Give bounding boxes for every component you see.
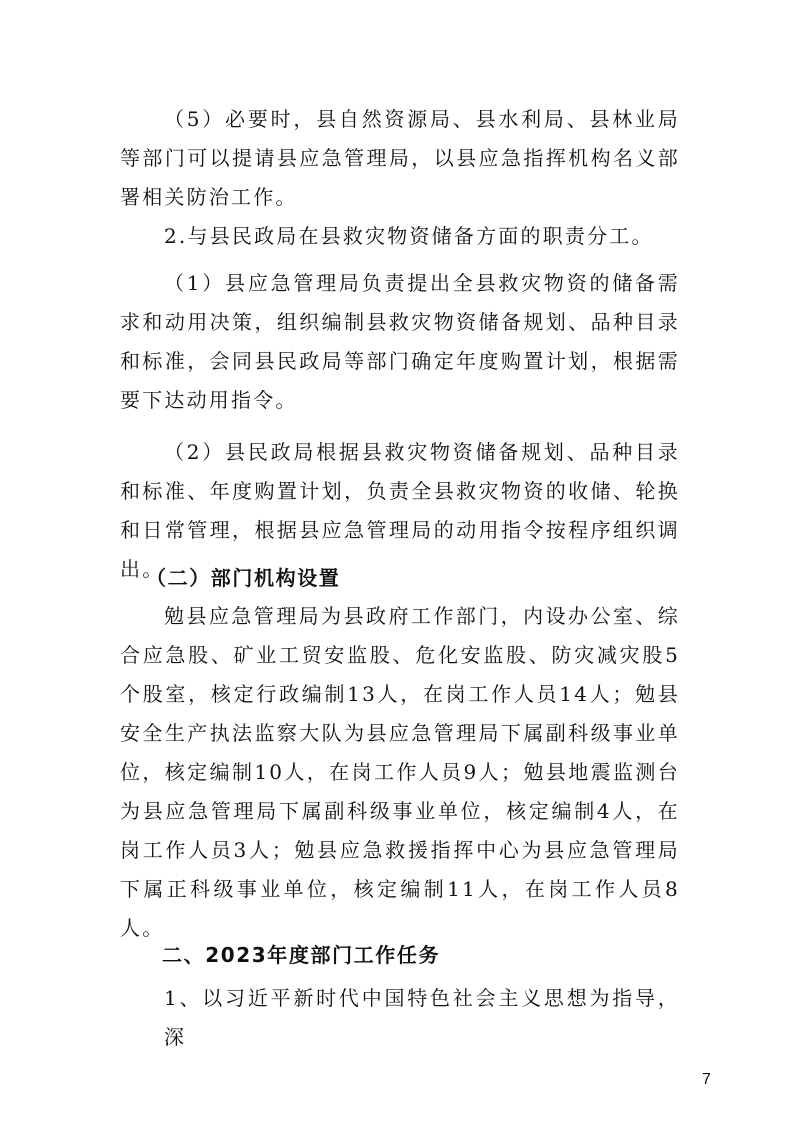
paragraph-task-1: 1、以习近平新时代中国特色社会主义思想为指导，深 [164,986,680,1049]
paragraph-item-5-response: （5）必要时，县自然资源局、县水利局、县林业局等部门可以提请县应急管理局，以县应急指挥机构名义部署相关防治工作。 [120,107,680,209]
paragraph-item-1-emergency-bureau: （1）县应急管理局负责提出全县救灾物资的储备需求和动用决策，组织编制县救灾物资储备规划、品种目录和标准，会同县民政局等部门确定年度购置计划，根据需要下达动用指令。 [120,271,680,412]
paragraph-division-title: 2.与县民政局在县救灾物资储备方面的职责分工。 [164,224,654,248]
page-number: 7 [702,1071,711,1088]
section-heading-department-structure: （二）部门机构设置 [146,566,341,590]
paragraph-item-2-civil-affairs: （2）县民政局根据县救灾物资储备规划、品种目录和标准、年度购置计划，负责全县救灾物资的收储、轮换和日常管理，根据县应急管理局的动用指令按程序组织调出。 [120,440,680,581]
section-heading-2023-tasks: 二、2023年度部门工作任务 [162,943,441,967]
paragraph-department-structure: 勉县应急管理局为县政府工作部门，内设办公室、综合应急股、矿业工贸安监股、危化安监股、防灾减灾股5个股室，核定行政编制13人，在岗工作人员14人；勉县安全生产执法监察大队为县应急管理局下属副科级事业单位，核定编制10人，在岗工作人员9人；勉县地震监测台为县应急管理局下属副科级事业单位，核定编制4人，在岗工作人员3人；勉县应急救援指挥中心为县应急管理局下属正科级事业单位，核定编制11人，在岗工作人员8人。 [120,604,680,940]
